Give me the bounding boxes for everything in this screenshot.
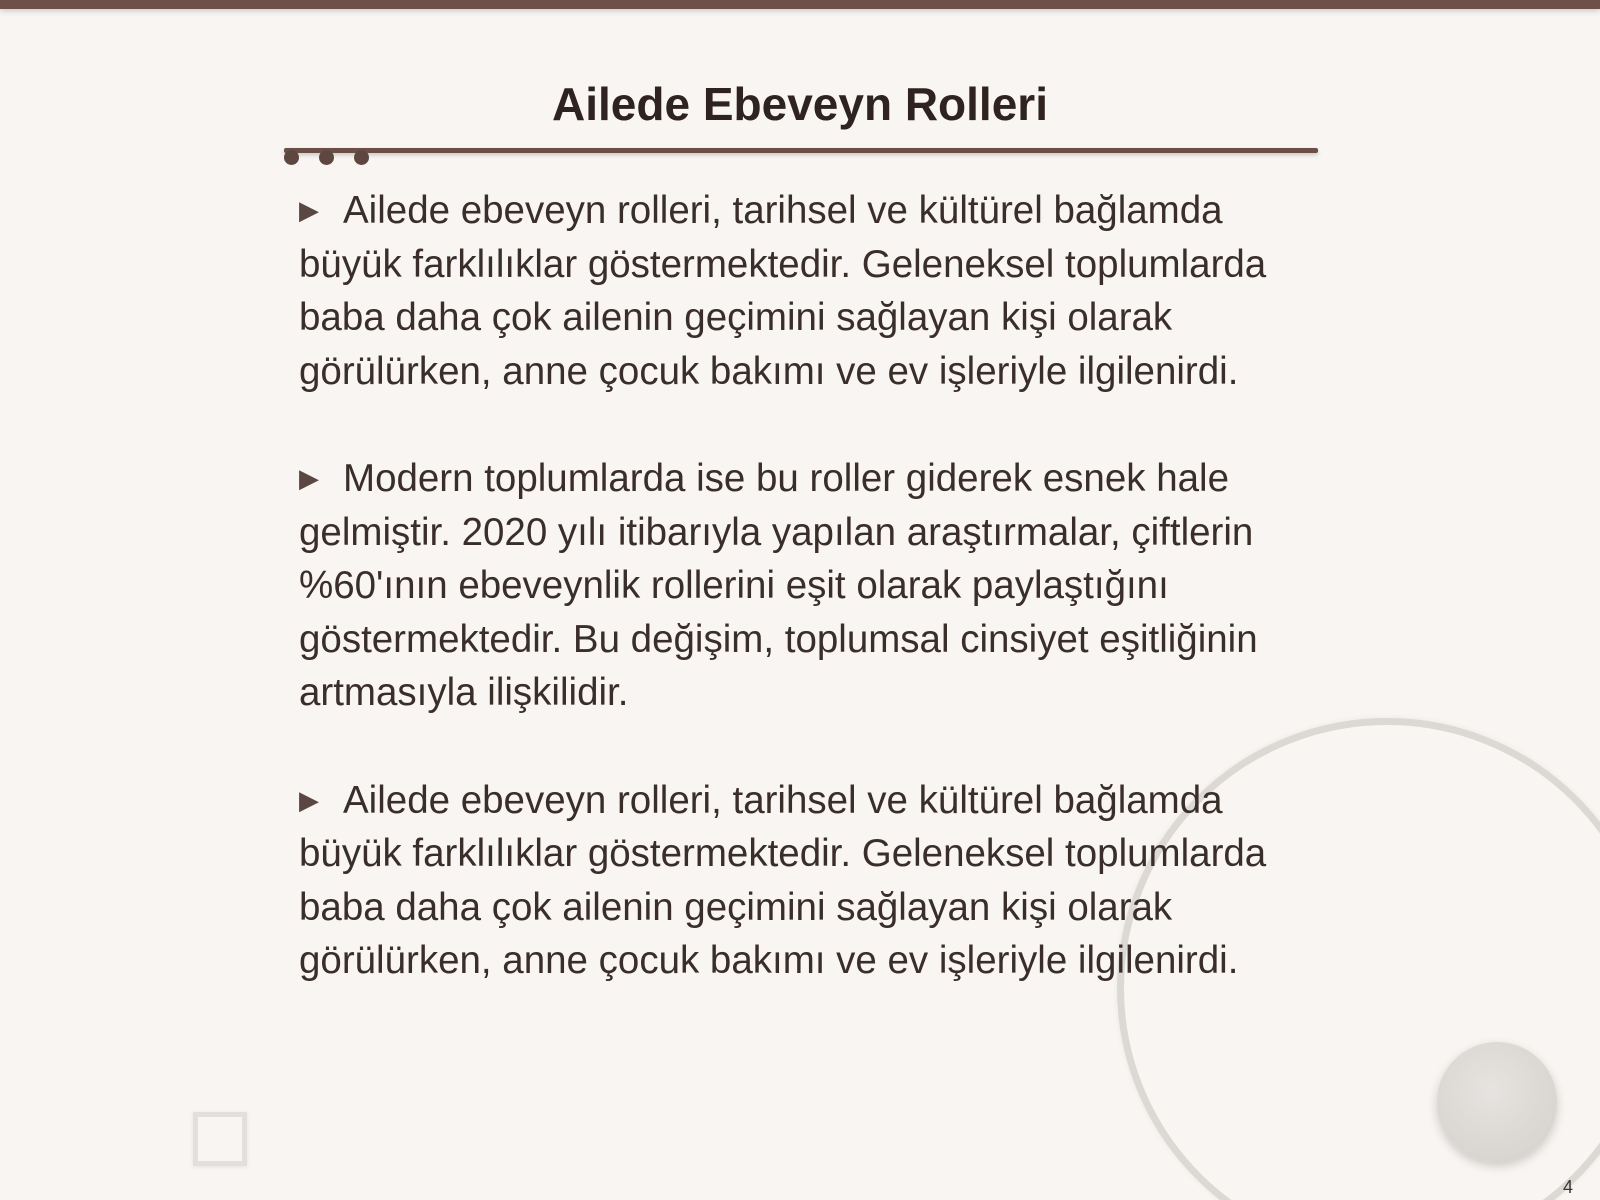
decorative-circle [1437,1042,1557,1162]
triangle-bullet-icon: ▶ [299,463,319,493]
paragraph-text: Ailede ebeveyn rolleri, tarihsel ve kültürel bağlamda büyük farklılıklar göstermektedir. Geleneksel toplumlarda baba daha çok ailenin geçimini sağlayan kişi olarak görülürken, anne çocuk bakımı ve ev işleriyle ilgilenirdi. [299,778,1267,982]
title-dot [284,150,299,165]
paragraph-text: Ailede ebeveyn rolleri, tarihsel ve kültürel bağlamda büyük farklılıklar göstermektedir. Geleneksel toplumlarda baba daha çok ailenin geçimini sağlayan kişi olarak görülürken, anne çocuk bakımı ve ev işleriyle ilgilenirdi. [299,189,1267,393]
triangle-bullet-icon: ▶ [299,195,319,225]
bullet-paragraph [299,452,1309,720]
title-dot [319,150,334,165]
title-dot [354,150,369,165]
slide-title: Ailede Ebeveyn Rolleri [552,78,1048,130]
top-accent-bar [0,0,1600,9]
bullet-paragraph [299,774,1309,988]
page-number: 4 [1562,1177,1573,1197]
triangle-bullet-icon: ▶ [299,784,319,815]
title-underline [284,148,1318,153]
decorative-square [193,1112,247,1166]
bullet-paragraph [299,184,1309,398]
slide-body [299,184,1309,1042]
paragraph-text: Modern toplumlarda ise bu roller giderek esnek hale gelmiştir. 2020 yılı itibarıyla yapılan araştırmalar, çiftlerin %60'ının ebeveynlik rollerini eşit olarak paylaştığını göstermektedir. Bu değişim, toplumsal cinsiyet eşitliğinin artmasıyla ilişkilidir. [299,457,1258,714]
